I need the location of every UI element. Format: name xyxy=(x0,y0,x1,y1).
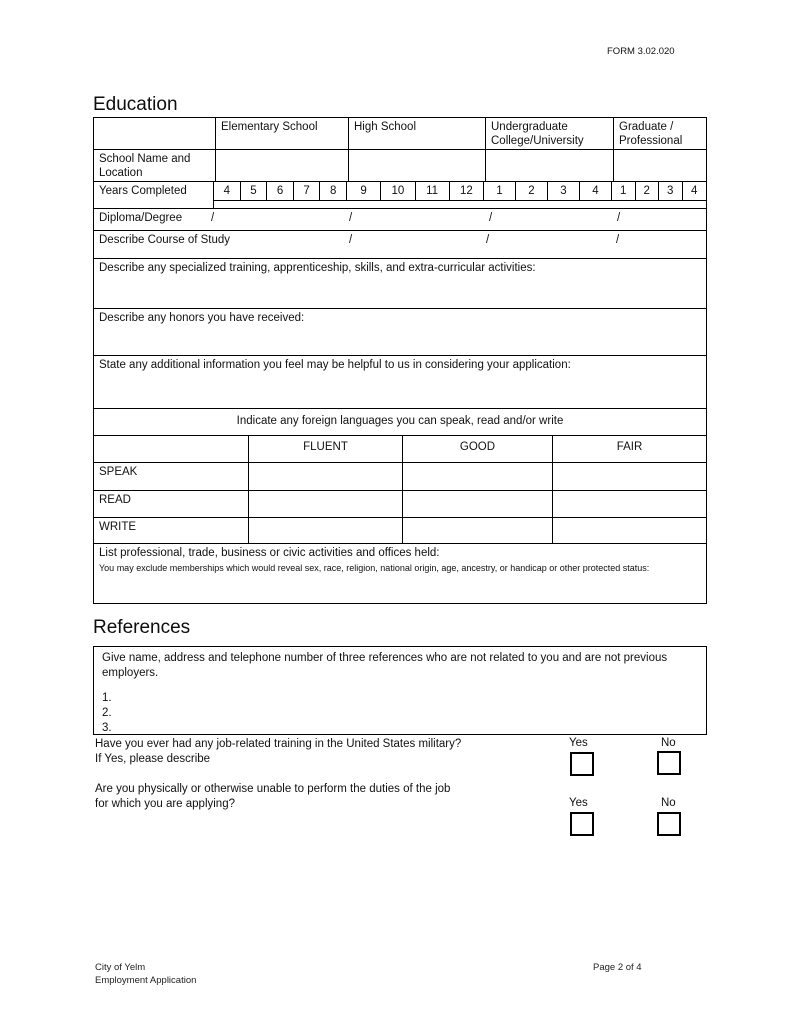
physical-ability-question-line2: for which you are applying? xyxy=(95,798,235,810)
level-header-good: GOOD xyxy=(403,436,553,462)
write-fair-cell[interactable] xyxy=(553,518,706,543)
column-header-high-school: High School xyxy=(349,118,486,149)
reference-line-1[interactable]: 1. xyxy=(102,692,112,704)
physical-ability-question-line1: Are you physically or otherwise unable to perform the duties of the job xyxy=(95,783,451,795)
military-training-question-line1: Have you ever had any job-related training in the United States military? xyxy=(95,738,462,750)
level-header-fair: FAIR xyxy=(616,441,643,453)
school-name-input-elementary[interactable] xyxy=(216,150,349,181)
honors-label: Describe any honors you have received: xyxy=(99,312,305,324)
course-of-study-label: Describe Course of Study xyxy=(99,234,231,246)
speak-good-cell[interactable] xyxy=(403,463,553,490)
year-cell-undergraduate-2[interactable]: 2 xyxy=(516,182,548,201)
year-cell-elementary-7[interactable]: 7 xyxy=(294,182,321,201)
year-cell-high-school-11[interactable]: 11 xyxy=(416,182,450,201)
year-cell-high-school-12[interactable]: 12 xyxy=(450,182,484,201)
column-header-graduate: Graduate / Professional xyxy=(619,121,683,147)
level-header-fluent: FLUENT xyxy=(249,436,403,462)
activities-note: You may exclude memberships which would reveal sex, race, religion, national origin, age, ancestry, or handicap or other protected status: xyxy=(99,562,650,573)
honors-row[interactable] xyxy=(94,309,706,356)
read-good-cell[interactable] xyxy=(403,491,553,517)
diploma-slash-undergraduate: / xyxy=(489,212,493,224)
q2-yes-label: Yes xyxy=(569,797,588,809)
diploma-degree-row[interactable] xyxy=(94,209,706,231)
course-slash-graduate: / xyxy=(616,234,620,246)
years-completed-row xyxy=(94,182,706,209)
skill-label-write: WRITE xyxy=(94,518,249,543)
column-header-undergraduate: Undergraduate College/University xyxy=(486,118,614,149)
foreign-languages-title: Indicate any foreign languages you can speak, read and/or write xyxy=(236,415,564,428)
language-header-empty-cell xyxy=(94,436,249,462)
specialized-training-row[interactable] xyxy=(94,259,706,309)
year-cell-graduate-4[interactable]: 4 xyxy=(683,182,707,201)
course-slash-high-school: / xyxy=(349,234,353,246)
activities-cell xyxy=(94,544,706,603)
footer-org xyxy=(95,961,196,987)
q1-no-checkbox[interactable] xyxy=(657,751,681,775)
diploma-slash-elementary: / xyxy=(211,212,215,224)
write-fluent-cell[interactable] xyxy=(249,518,403,543)
additional-info-row[interactable] xyxy=(94,356,706,409)
references-list xyxy=(102,691,698,737)
course-slash-undergraduate: / xyxy=(486,234,490,246)
q2-no-label: No xyxy=(661,797,676,809)
course-of-study-row[interactable] xyxy=(94,231,706,259)
year-cell-elementary-8[interactable]: 8 xyxy=(320,182,347,201)
education-header-row xyxy=(94,118,706,150)
year-cell-elementary-4[interactable]: 4 xyxy=(214,182,241,201)
q2-yes-checkbox[interactable] xyxy=(570,812,594,836)
write-good-cell[interactable] xyxy=(403,518,553,543)
reference-line-3[interactable]: 3. xyxy=(102,722,112,735)
school-name-row xyxy=(94,150,706,182)
year-cell-graduate-3[interactable]: 3 xyxy=(659,182,683,201)
footer-page-indicator: Page 2 of 4 xyxy=(593,962,642,973)
school-name-input-high-school[interactable] xyxy=(349,150,486,181)
years-cells xyxy=(214,182,706,208)
read-row xyxy=(94,491,706,518)
year-cell-high-school-10[interactable]: 10 xyxy=(381,182,415,201)
references-box[interactable] xyxy=(93,646,707,735)
speak-fair-cell[interactable] xyxy=(553,463,706,490)
additional-info-label: State any additional information you feel may be helpful to us in considering your application: xyxy=(99,359,571,371)
physical-ability-question xyxy=(95,782,565,812)
year-cell-elementary-6[interactable]: 6 xyxy=(267,182,294,201)
military-training-question-line2: If Yes, please describe xyxy=(95,753,211,765)
specialized-training-label: Describe any specialized training, apprenticeship, skills, and extra-curricular activities: xyxy=(99,262,536,274)
education-heading: Education xyxy=(93,94,178,115)
military-training-question xyxy=(95,737,565,767)
years-completed-label: Years Completed xyxy=(94,182,214,208)
skill-label-speak: SPEAK xyxy=(94,463,249,490)
footer-org-line1: City of Yelm xyxy=(95,962,146,973)
speak-row xyxy=(94,463,706,491)
read-fair-cell[interactable] xyxy=(553,491,706,517)
header-empty-cell xyxy=(94,118,216,149)
school-name-input-graduate[interactable] xyxy=(614,150,706,181)
year-cell-graduate-1[interactable]: 1 xyxy=(612,182,636,201)
school-name-input-undergraduate[interactable] xyxy=(486,150,614,181)
form-number: FORM 3.02.020 xyxy=(607,46,675,57)
references-instruction: Give name, address and telephone number of three references who are not related to you and are not previous employers. xyxy=(102,652,668,679)
diploma-slash-high-school: / xyxy=(349,212,353,224)
q1-yes-label: Yes xyxy=(569,737,588,749)
references-heading: References xyxy=(93,617,191,638)
education-table xyxy=(93,117,707,604)
year-cell-elementary-5[interactable]: 5 xyxy=(241,182,268,201)
year-cell-undergraduate-1[interactable]: 1 xyxy=(484,182,516,201)
q2-no-checkbox[interactable] xyxy=(657,812,681,836)
year-cell-high-school-9[interactable]: 9 xyxy=(347,182,381,201)
footer-org-line2: Employment Application xyxy=(95,975,197,986)
speak-fluent-cell[interactable] xyxy=(249,463,403,490)
read-fluent-cell[interactable] xyxy=(249,491,403,517)
q1-no-label: No xyxy=(661,737,676,749)
activities-row[interactable] xyxy=(94,544,706,603)
q1-yes-checkbox[interactable] xyxy=(570,752,594,776)
write-row xyxy=(94,518,706,544)
year-cell-undergraduate-3[interactable]: 3 xyxy=(548,182,580,201)
year-cell-undergraduate-4[interactable]: 4 xyxy=(580,182,612,201)
column-header-elementary: Elementary School xyxy=(216,118,349,149)
foreign-languages-title-row xyxy=(94,409,706,436)
school-name-label: School Name and Location xyxy=(94,150,216,181)
language-level-header-row xyxy=(94,436,706,463)
reference-line-2[interactable]: 2. xyxy=(102,707,112,720)
skill-label-read: READ xyxy=(94,491,249,517)
year-cell-graduate-2[interactable]: 2 xyxy=(636,182,660,201)
diploma-degree-label: Diploma/Degree xyxy=(99,212,183,224)
activities-title: List professional, trade, business or civic activities and offices held: xyxy=(99,547,440,559)
diploma-slash-graduate: / xyxy=(617,212,621,224)
